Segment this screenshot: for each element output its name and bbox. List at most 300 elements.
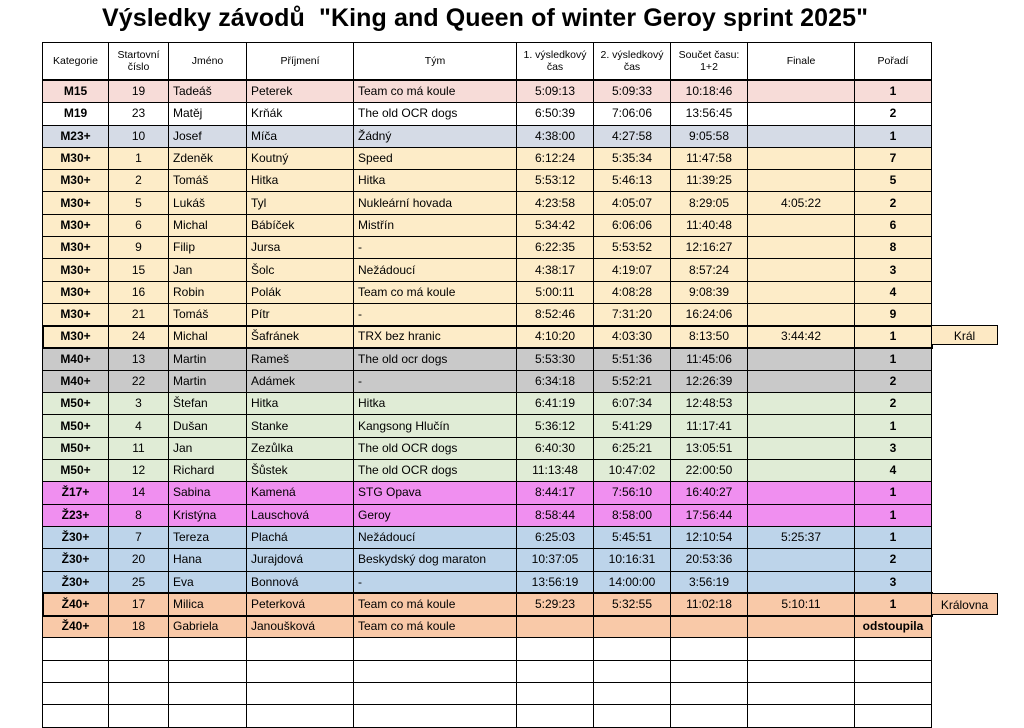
time1-cell [517, 616, 594, 638]
team-cell: Team co má koule [354, 616, 517, 638]
table-row [43, 326, 932, 348]
time1-cell: 6:41:19 [517, 393, 594, 415]
time2-cell: 10:16:31 [594, 549, 671, 571]
final-cell [748, 393, 855, 415]
table-row [43, 504, 932, 526]
header-cell: Pořadí [855, 43, 932, 81]
last-name-cell: Pítr [247, 303, 354, 325]
final-cell [748, 705, 855, 727]
start-number-cell: 12 [109, 460, 169, 482]
header-cell: Finale [748, 43, 855, 81]
page-title: Výsledky závodů "King and Queen of winter Geroy sprint 2025" [101, 4, 869, 32]
table-row [43, 192, 932, 214]
start-number-cell: 23 [109, 103, 169, 125]
time1-cell: 5:09:13 [517, 80, 594, 103]
rank-cell: 3 [855, 437, 932, 459]
rank-cell [855, 705, 932, 727]
first-name-cell: Robin [169, 281, 247, 303]
final-cell [748, 460, 855, 482]
team-cell [354, 705, 517, 727]
team-cell: - [354, 370, 517, 392]
time2-cell: 5:09:33 [594, 80, 671, 103]
rank-cell: 9 [855, 303, 932, 325]
category-cell [43, 705, 109, 727]
sum-cell: 11:39:25 [671, 170, 748, 192]
time1-cell [517, 705, 594, 727]
time2-cell: 5:45:51 [594, 526, 671, 548]
team-cell: The old ocr dogs [354, 348, 517, 370]
final-cell [748, 147, 855, 169]
table-row [43, 526, 932, 548]
first-name-cell: Michal [169, 214, 247, 236]
first-name-cell: Matěj [169, 103, 247, 125]
last-name-cell: Stanke [247, 415, 354, 437]
time2-cell: 5:32:55 [594, 593, 671, 615]
first-name-cell: Tomáš [169, 303, 247, 325]
table-row [43, 660, 932, 682]
time1-cell: 11:13:48 [517, 460, 594, 482]
king-label: Král [931, 325, 998, 345]
final-cell: 5:25:37 [748, 526, 855, 548]
sum-cell: 16:24:06 [671, 303, 748, 325]
first-name-cell: Jan [169, 437, 247, 459]
sum-cell: 8:29:05 [671, 192, 748, 214]
time2-cell [594, 616, 671, 638]
rank-cell: 1 [855, 125, 932, 147]
rank-cell: 1 [855, 526, 932, 548]
category-cell: M50+ [43, 415, 109, 437]
start-number-cell: 9 [109, 237, 169, 259]
time2-cell: 10:47:02 [594, 460, 671, 482]
rank-cell: 1 [855, 504, 932, 526]
category-cell: Ž40+ [43, 616, 109, 638]
header-cell: Kategorie [43, 43, 109, 81]
time2-cell: 6:06:06 [594, 214, 671, 236]
time2-cell: 4:03:30 [594, 326, 671, 348]
team-cell: Speed [354, 147, 517, 169]
final-cell [748, 415, 855, 437]
sum-cell: 10:18:46 [671, 80, 748, 103]
rank-cell: 2 [855, 192, 932, 214]
time2-cell [594, 660, 671, 682]
time2-cell: 4:08:28 [594, 281, 671, 303]
table-row [43, 593, 932, 615]
table-row [43, 80, 932, 103]
final-cell: 4:05:22 [748, 192, 855, 214]
category-cell: Ž23+ [43, 504, 109, 526]
table-row [43, 303, 932, 325]
time2-cell: 5:51:36 [594, 348, 671, 370]
first-name-cell: Martin [169, 348, 247, 370]
table-row [43, 170, 932, 192]
first-name-cell [169, 638, 247, 660]
last-name-cell: Bonnová [247, 571, 354, 593]
time1-cell [517, 660, 594, 682]
first-name-cell [169, 660, 247, 682]
category-cell [43, 683, 109, 705]
last-name-cell: Tyl [247, 192, 354, 214]
table-row [43, 348, 932, 370]
category-cell: M30+ [43, 237, 109, 259]
rank-cell: 6 [855, 214, 932, 236]
time1-cell [517, 638, 594, 660]
category-cell: M23+ [43, 125, 109, 147]
time1-cell: 5:00:11 [517, 281, 594, 303]
team-cell [354, 683, 517, 705]
final-cell [748, 660, 855, 682]
sum-cell [671, 638, 748, 660]
category-cell: M50+ [43, 393, 109, 415]
final-cell: 3:44:42 [748, 326, 855, 348]
start-number-cell: 24 [109, 326, 169, 348]
last-name-cell [247, 660, 354, 682]
team-cell: Nežádoucí [354, 526, 517, 548]
final-cell [748, 103, 855, 125]
time2-cell: 4:27:58 [594, 125, 671, 147]
team-cell: - [354, 571, 517, 593]
start-number-cell: 3 [109, 393, 169, 415]
sum-cell: 9:08:39 [671, 281, 748, 303]
category-cell: Ž30+ [43, 526, 109, 548]
rank-cell: 2 [855, 103, 932, 125]
time1-cell: 6:50:39 [517, 103, 594, 125]
team-cell: - [354, 237, 517, 259]
start-number-cell: 6 [109, 214, 169, 236]
time1-cell: 8:58:44 [517, 504, 594, 526]
time1-cell: 4:23:58 [517, 192, 594, 214]
start-number-cell: 8 [109, 504, 169, 526]
rank-cell: 2 [855, 370, 932, 392]
last-name-cell: Koutný [247, 147, 354, 169]
last-name-cell: Hitka [247, 170, 354, 192]
sum-cell [671, 616, 748, 638]
start-number-cell [109, 683, 169, 705]
final-cell [748, 482, 855, 504]
time2-cell: 4:05:07 [594, 192, 671, 214]
last-name-cell: Šůstek [247, 460, 354, 482]
table-row [43, 259, 932, 281]
sum-cell [671, 660, 748, 682]
category-cell: M30+ [43, 281, 109, 303]
queen-label: Královna [931, 593, 998, 615]
time1-cell: 5:29:23 [517, 593, 594, 615]
start-number-cell: 13 [109, 348, 169, 370]
first-name-cell: Sabina [169, 482, 247, 504]
team-cell: Hitka [354, 393, 517, 415]
rank-cell: 2 [855, 549, 932, 571]
last-name-cell: Polák [247, 281, 354, 303]
team-cell: Team co má koule [354, 80, 517, 103]
final-cell [748, 348, 855, 370]
time2-cell: 14:00:00 [594, 571, 671, 593]
final-cell [748, 170, 855, 192]
time2-cell [594, 638, 671, 660]
sum-cell: 8:57:24 [671, 259, 748, 281]
sum-cell: 11:02:18 [671, 593, 748, 615]
category-cell: M50+ [43, 437, 109, 459]
team-cell: Geroy [354, 504, 517, 526]
time2-cell: 6:07:34 [594, 393, 671, 415]
table-row [43, 103, 932, 125]
team-cell [354, 638, 517, 660]
category-cell: M30+ [43, 326, 109, 348]
rank-cell: 8 [855, 237, 932, 259]
last-name-cell [247, 705, 354, 727]
final-cell [748, 237, 855, 259]
time2-cell: 5:35:34 [594, 147, 671, 169]
table-row [43, 415, 932, 437]
time2-cell: 5:53:52 [594, 237, 671, 259]
first-name-cell: Eva [169, 571, 247, 593]
time2-cell: 7:31:20 [594, 303, 671, 325]
team-cell: Hitka [354, 170, 517, 192]
team-cell: TRX bez hranic [354, 326, 517, 348]
category-cell: M30+ [43, 147, 109, 169]
first-name-cell: Filip [169, 237, 247, 259]
start-number-cell: 1 [109, 147, 169, 169]
category-cell: M15 [43, 80, 109, 103]
time1-cell: 5:34:42 [517, 214, 594, 236]
time1-cell: 4:10:20 [517, 326, 594, 348]
final-cell [748, 549, 855, 571]
final-cell [748, 504, 855, 526]
final-cell [748, 214, 855, 236]
sum-cell: 12:16:27 [671, 237, 748, 259]
start-number-cell: 10 [109, 125, 169, 147]
time2-cell [594, 705, 671, 727]
sum-cell: 11:47:58 [671, 147, 748, 169]
rank-cell: 2 [855, 393, 932, 415]
time1-cell: 8:52:46 [517, 303, 594, 325]
last-name-cell: Zezůlka [247, 437, 354, 459]
first-name-cell: Kristýna [169, 504, 247, 526]
sum-cell: 9:05:58 [671, 125, 748, 147]
rank-cell: 1 [855, 80, 932, 103]
start-number-cell: 7 [109, 526, 169, 548]
category-cell: M30+ [43, 192, 109, 214]
final-cell [748, 370, 855, 392]
table-row [43, 571, 932, 593]
team-cell: Nežádoucí [354, 259, 517, 281]
category-cell: M50+ [43, 460, 109, 482]
rank-cell [855, 683, 932, 705]
last-name-cell: Bábíček [247, 214, 354, 236]
category-cell: M40+ [43, 348, 109, 370]
first-name-cell: Milica [169, 593, 247, 615]
last-name-cell: Šafránek [247, 326, 354, 348]
rank-cell: 4 [855, 460, 932, 482]
sum-cell: 17:56:44 [671, 504, 748, 526]
team-cell: The old OCR dogs [354, 103, 517, 125]
rank-cell: 7 [855, 147, 932, 169]
first-name-cell: Jan [169, 259, 247, 281]
start-number-cell: 25 [109, 571, 169, 593]
table-row [43, 281, 932, 303]
time2-cell: 8:58:00 [594, 504, 671, 526]
last-name-cell [247, 638, 354, 660]
final-cell [748, 638, 855, 660]
start-number-cell: 17 [109, 593, 169, 615]
rank-cell [855, 660, 932, 682]
team-cell: Beskydský dog maraton [354, 549, 517, 571]
table-row [43, 616, 932, 638]
header-cell: Jméno [169, 43, 247, 81]
first-name-cell: Tereza [169, 526, 247, 548]
last-name-cell: Jurajdová [247, 549, 354, 571]
first-name-cell: Štefan [169, 393, 247, 415]
final-cell [748, 259, 855, 281]
table-row [43, 437, 932, 459]
final-cell [748, 125, 855, 147]
final-cell [748, 437, 855, 459]
table-row [43, 460, 932, 482]
time2-cell: 5:52:21 [594, 370, 671, 392]
last-name-cell: Peterková [247, 593, 354, 615]
sum-cell: 11:17:41 [671, 415, 748, 437]
time1-cell: 6:25:03 [517, 526, 594, 548]
table-row [43, 125, 932, 147]
sum-cell: 3:56:19 [671, 571, 748, 593]
rank-cell: 1 [855, 348, 932, 370]
final-cell [748, 616, 855, 638]
header-cell: Součet času: 1+2 [671, 43, 748, 81]
first-name-cell: Tomáš [169, 170, 247, 192]
time1-cell: 6:22:35 [517, 237, 594, 259]
first-name-cell: Gabriela [169, 616, 247, 638]
header-cell: Příjmení [247, 43, 354, 81]
team-cell: Mistřín [354, 214, 517, 236]
first-name-cell: Zdeněk [169, 147, 247, 169]
rank-cell: 3 [855, 259, 932, 281]
start-number-cell: 16 [109, 281, 169, 303]
rank-cell: 3 [855, 571, 932, 593]
category-cell: M30+ [43, 214, 109, 236]
team-cell: The old OCR dogs [354, 437, 517, 459]
time1-cell: 6:40:30 [517, 437, 594, 459]
team-cell: Team co má koule [354, 593, 517, 615]
sum-cell: 13:56:45 [671, 103, 748, 125]
team-cell: Team co má koule [354, 281, 517, 303]
header-cell: Startovní číslo [109, 43, 169, 81]
rank-cell: 1 [855, 415, 932, 437]
first-name-cell: Lukáš [169, 192, 247, 214]
final-cell [748, 683, 855, 705]
team-cell: - [354, 303, 517, 325]
time1-cell: 8:44:17 [517, 482, 594, 504]
first-name-cell: Josef [169, 125, 247, 147]
time1-cell: 5:36:12 [517, 415, 594, 437]
category-cell: Ž17+ [43, 482, 109, 504]
rank-cell: 1 [855, 593, 932, 615]
last-name-cell: Míča [247, 125, 354, 147]
header-cell: 2. výsledkový čas [594, 43, 671, 81]
category-cell [43, 660, 109, 682]
time1-cell: 4:38:00 [517, 125, 594, 147]
sum-cell: 11:45:06 [671, 348, 748, 370]
table-row [43, 482, 932, 504]
table-row [43, 237, 932, 259]
sum-cell: 16:40:27 [671, 482, 748, 504]
table-row [43, 393, 932, 415]
category-cell: M19 [43, 103, 109, 125]
last-name-cell: Kamená [247, 482, 354, 504]
table-row [43, 147, 932, 169]
last-name-cell: Janoušková [247, 616, 354, 638]
sum-cell [671, 683, 748, 705]
table-row [43, 683, 932, 705]
final-cell [748, 281, 855, 303]
category-cell [43, 638, 109, 660]
time2-cell: 7:06:06 [594, 103, 671, 125]
team-cell: The old OCR dogs [354, 460, 517, 482]
start-number-cell: 19 [109, 80, 169, 103]
final-cell [748, 303, 855, 325]
time1-cell: 6:12:24 [517, 147, 594, 169]
last-name-cell: Jursa [247, 237, 354, 259]
start-number-cell [109, 705, 169, 727]
first-name-cell: Tadeáš [169, 80, 247, 103]
results-body [43, 80, 932, 727]
start-number-cell: 20 [109, 549, 169, 571]
team-cell: Kangsong Hlučín [354, 415, 517, 437]
team-cell: Nukleární hovada [354, 192, 517, 214]
time1-cell: 4:38:17 [517, 259, 594, 281]
category-cell: M30+ [43, 259, 109, 281]
first-name-cell: Hana [169, 549, 247, 571]
first-name-cell: Dušan [169, 415, 247, 437]
results-table [42, 42, 932, 728]
rank-cell: 4 [855, 281, 932, 303]
start-number-cell [109, 660, 169, 682]
team-cell [354, 660, 517, 682]
start-number-cell: 4 [109, 415, 169, 437]
table-header-row [43, 43, 932, 81]
first-name-cell [169, 705, 247, 727]
start-number-cell: 21 [109, 303, 169, 325]
header-cell: 1. výsledkový čas [517, 43, 594, 81]
time1-cell: 5:53:30 [517, 348, 594, 370]
start-number-cell: 11 [109, 437, 169, 459]
last-name-cell: Rameš [247, 348, 354, 370]
sum-cell: 12:26:39 [671, 370, 748, 392]
start-number-cell: 15 [109, 259, 169, 281]
last-name-cell: Peterek [247, 80, 354, 103]
table-row [43, 638, 932, 660]
sum-cell: 20:53:36 [671, 549, 748, 571]
rank-cell: odstoupila [855, 616, 932, 638]
last-name-cell: Plachá [247, 526, 354, 548]
rank-cell [855, 638, 932, 660]
first-name-cell [169, 683, 247, 705]
time2-cell: 5:41:29 [594, 415, 671, 437]
time2-cell: 6:25:21 [594, 437, 671, 459]
category-cell: Ž40+ [43, 593, 109, 615]
table-row [43, 214, 932, 236]
rank-cell: 5 [855, 170, 932, 192]
last-name-cell: Adámek [247, 370, 354, 392]
category-cell: M30+ [43, 303, 109, 325]
time2-cell: 4:19:07 [594, 259, 671, 281]
time1-cell: 13:56:19 [517, 571, 594, 593]
category-cell: Ž30+ [43, 571, 109, 593]
time2-cell: 5:46:13 [594, 170, 671, 192]
final-cell: 5:10:11 [748, 593, 855, 615]
time1-cell: 10:37:05 [517, 549, 594, 571]
category-cell: M40+ [43, 370, 109, 392]
table-row [43, 705, 932, 727]
sum-cell: 13:05:51 [671, 437, 748, 459]
final-cell [748, 80, 855, 103]
